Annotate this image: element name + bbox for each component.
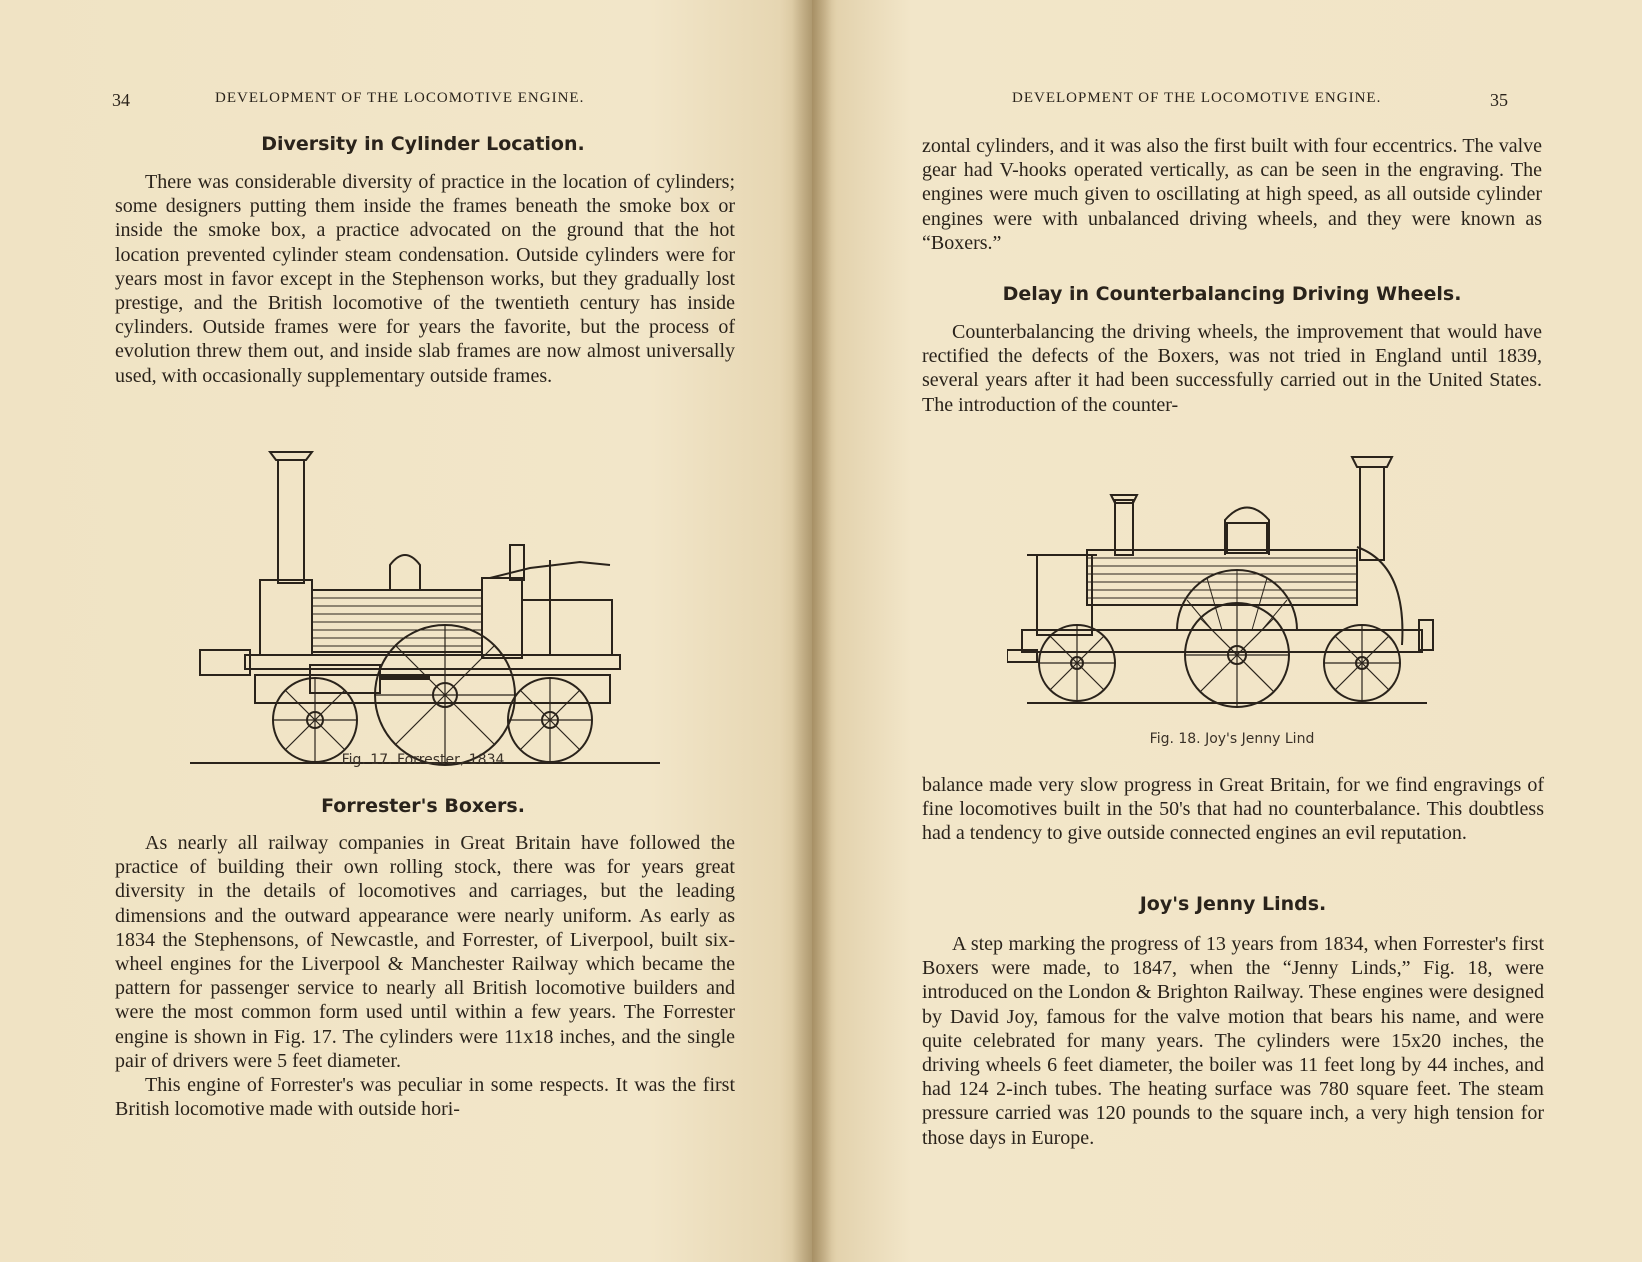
jenny-lind-locomotive-illustration: [1007, 455, 1447, 720]
figure-caption: Fig. 18. Joy's Jenny Lind: [1149, 731, 1315, 747]
section-heading: Forrester's Boxers.: [321, 795, 525, 817]
section-heading: Diversity in Cylinder Location.: [261, 133, 585, 155]
paragraph: Counterbalancing the driving wheels, the improvement that would have rectified the defects of the Boxers, was not tried in England until 1839, several years after it had been successfully carried out in the United States. The introduction of the counter-: [922, 321, 1542, 416]
page-number: 35: [1490, 90, 1508, 110]
page-number: 34: [112, 90, 130, 110]
paragraph: There was considerable diversity of practice in the location of cylinders; some designers putting them inside the frames beneath the smoke box or inside the smoke box, a practice advocated on the ground that the hot location prevented cylinder steam condensation. Outside cylinders were for years most in favor except in the Stephenson works, but they gradually lost prestige, and the British locomotive of the twentieth century has inside cylinders. Outside frames were for years the favorite, but the process of evolution threw them out, and inside slab frames are now almost universally used, with occasionally supplementary outside frames.: [115, 171, 735, 387]
forrester-locomotive-illustration: [190, 450, 660, 770]
paragraph: balance made very slow progress in Great Britain, for we find engravings of fine locomotives built in the 50's that had no counterbalance. This doubtless had a tendency to give outside connected engines an evil reputation.: [922, 774, 1544, 845]
book-gutter: [792, 0, 832, 1262]
running-head: DEVELOPMENT OF THE LOCOMOTIVE ENGINE.: [1012, 90, 1382, 106]
right-page: [812, 0, 1642, 1262]
section-heading: Delay in Counterbalancing Driving Wheels.: [1002, 283, 1462, 305]
paragraph: zontal cylinders, and it was also the first built with four eccentrics. The valve gear had V-hooks operated vertically, as can be seen in the engraving. The engines were much given to oscillating at high speed, as all outside cylinder engines were with unbalanced driving wheels, and they were known as “Boxers.”: [922, 135, 1542, 254]
paragraph: As nearly all railway companies in Great Britain have followed the practice of building their own rolling stock, there was for years great diversity in the details of locomotives and carriages, but the leading dimensions and the outward appearance were nearly uniform. As early as 1834 the Stephensons, of Newcastle, and Forrester, of Liverpool, built six-wheel engines for the Liverpool & Manchester Railway which became the pattern for passenger service to nearly all British locomotive builders and were the most common form used until within a few years. The Forrester engine is shown in Fig. 17. The cylinders were 11x18 inches, and the single pair of drivers were 5 feet diameter. This engine of Forrester's was peculiar in some respects. It was the first British locomotive made with outside hori-: [115, 832, 735, 1121]
figure-caption: Fig. 17. Forrester, 1834: [341, 752, 505, 768]
section-heading: Joy's Jenny Linds.: [1139, 893, 1327, 915]
running-head: DEVELOPMENT OF THE LOCOMOTIVE ENGINE.: [215, 90, 585, 106]
paragraph: A step marking the progress of 13 years from 1834, when Forrester's first Boxers were made, to 1847, when the “Jenny Linds,” Fig. 18, were introduced on the London & Brighton Railway. These engines were designed by David Joy, famous for the valve motion that bears his name, and were quite celebrated for many years. The cylinders were 15x20 inches, the driving wheels 6 feet diameter, the boiler was 11 feet long by 44 inches, and had 124 2-inch tubes. The heating surface was 780 square feet. The steam pressure carried was 120 pounds to the square inch, a very high tension for those days in Europe.: [922, 933, 1544, 1149]
left-page: [0, 0, 812, 1262]
